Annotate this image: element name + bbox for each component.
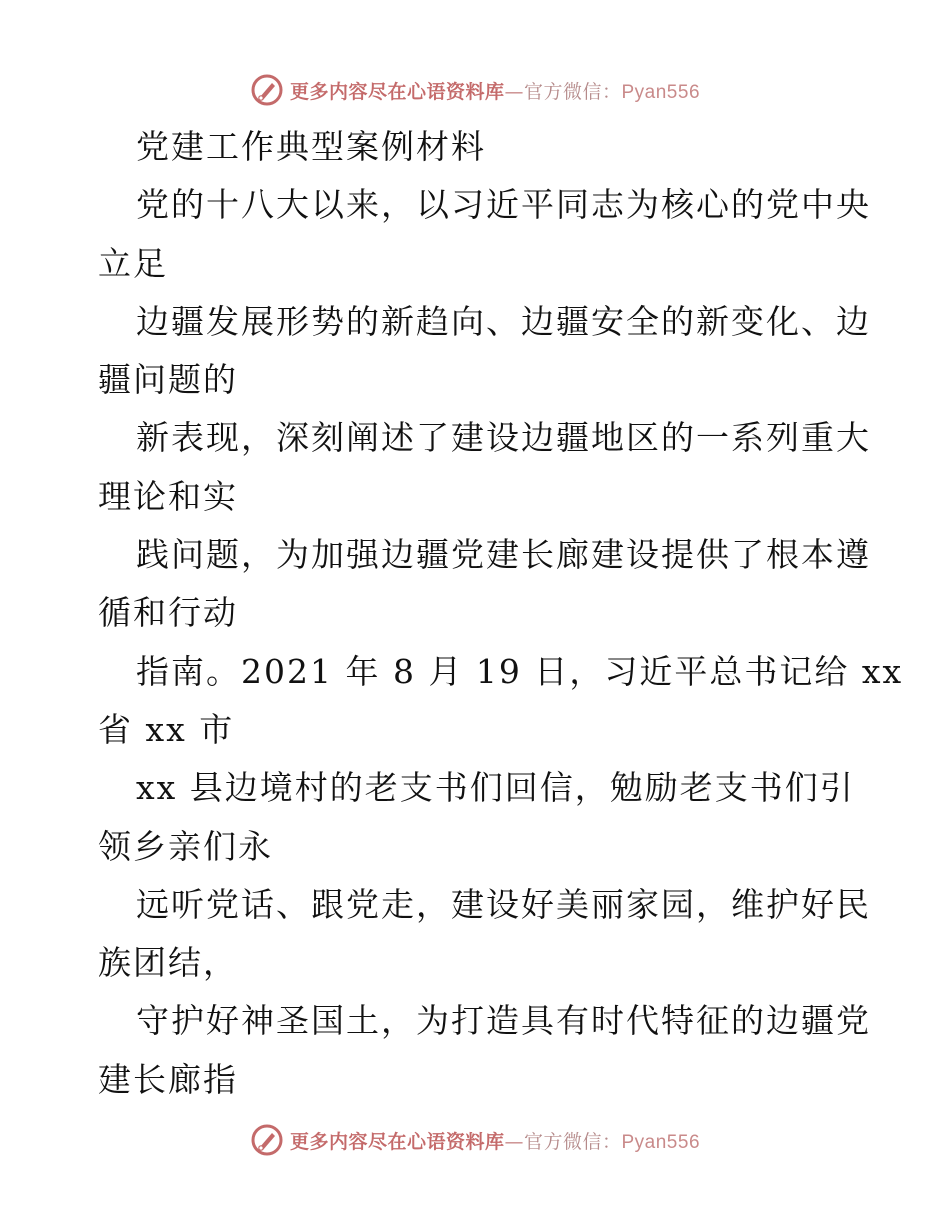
paragraph-continuation-line: 循和行动: [98, 593, 238, 633]
paragraph-line: 边疆发展形势的新趋向、边疆安全的新变化、边: [136, 301, 871, 341]
pen-seal-logo-icon: [250, 73, 284, 107]
paragraph-continuation-line: 领乡亲们永: [98, 826, 273, 866]
paragraph-continuation-line: 建长廊指: [98, 1059, 238, 1099]
watermark-text: [290, 1127, 700, 1154]
paragraph-continuation-line: 族团结，: [98, 943, 238, 983]
paragraph-continuation-line: 理论和实: [98, 476, 238, 516]
watermark-brand: 更多内容尽在心语资料库: [289, 80, 505, 103]
header-watermark-banner: [0, 70, 950, 110]
watermark-separator: —: [504, 80, 524, 103]
watermark-wechat-id: Pyan556: [621, 81, 701, 103]
paragraph-line: xx 县边境村的老支书们回信，勉励老支书们引: [136, 768, 855, 808]
watermark-wechat-label: 官方微信：: [523, 80, 622, 103]
paragraph-line: 党的十八大以来，以习近平同志为核心的党中央: [136, 185, 871, 225]
paragraph-line: 践问题，为加强边疆党建长廊建设提供了根本遵: [136, 535, 871, 575]
watermark-brand: 更多内容尽在心语资料库: [289, 1130, 505, 1153]
footer-watermark-banner: [0, 1120, 950, 1160]
watermark-text: [290, 77, 700, 104]
watermark-wechat-label: 官方微信：: [523, 1130, 622, 1153]
pen-seal-logo-icon: [250, 1123, 284, 1157]
document-body: [98, 118, 904, 1109]
watermark-separator: —: [504, 1130, 524, 1153]
paragraph-line: 党建工作典型案例材料: [136, 127, 486, 166]
paragraph-line: 远听党话、跟党走，建设好美丽家园，维护好民: [136, 884, 871, 924]
paragraph-line: 守护好神圣国土，为打造具有时代特征的边疆党: [136, 1001, 871, 1041]
paragraph-line: 新表现，深刻阐述了建设边疆地区的一系列重大: [136, 418, 871, 458]
paragraph-continuation-line: 省 xx 市: [98, 709, 235, 749]
watermark-wechat-id: Pyan556: [621, 1131, 701, 1153]
paragraph-line: 指南。2021 年 8 月 19 日，习近平总书记给 xx: [136, 651, 904, 691]
paragraph-continuation-line: 疆问题的: [98, 360, 238, 400]
paragraph-continuation-line: 立足: [98, 243, 168, 283]
